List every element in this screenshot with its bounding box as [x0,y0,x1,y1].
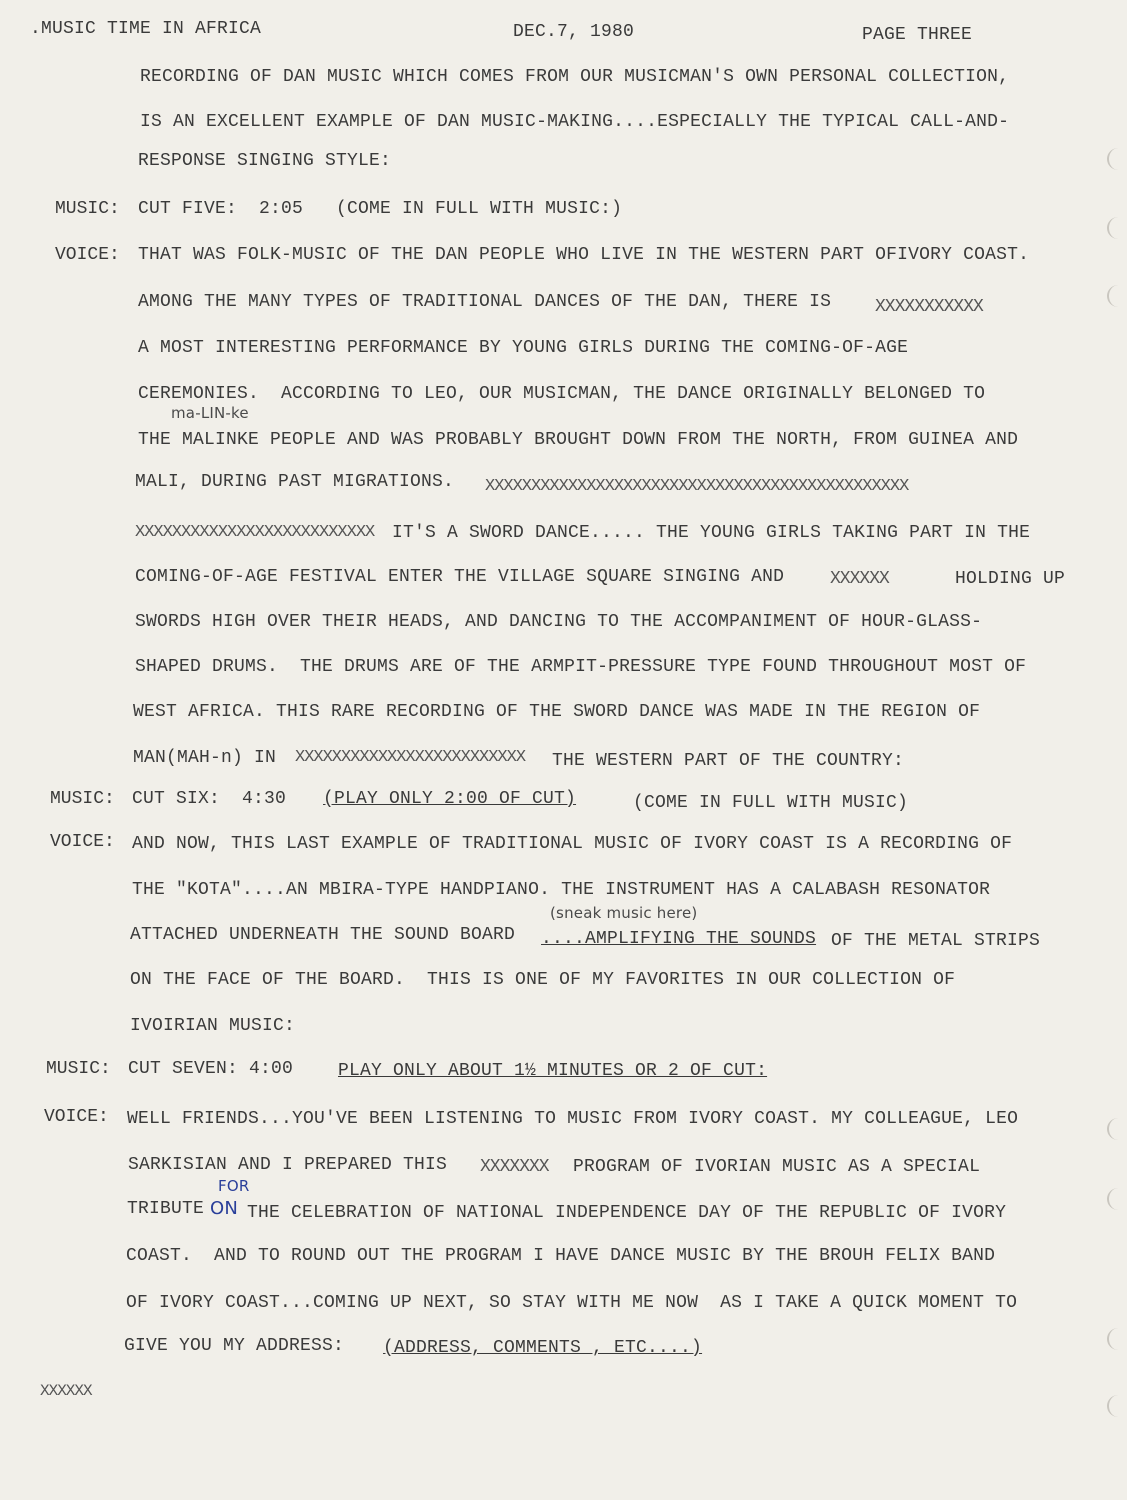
voice-label-3: VOICE: [44,1107,109,1127]
punch-hole [1107,1328,1123,1350]
struck-text: XXXXXXXXXXXXXXXXXXXXXXXXXX [135,523,375,542]
struck-text: XXXXXX [830,569,889,589]
intro-line-1: RECORDING OF DAN MUSIC WHICH COMES FROM OUR MUSICMAN'S OWN PERSONAL COLLECTION, [140,67,1010,87]
voice1-line-3: A MOST INTERESTING PERFORMANCE BY YOUNG GIRLS DURING THE COMING-OF-AGE [138,338,909,358]
struck-text: XXXXXXXXXXX [875,297,983,317]
voice1-line-11: SHAPED DRUMS. THE DRUMS ARE OF THE ARMPIT-PRESSURE TYPE FOUND THROUGHOUT MOST OF [135,657,1027,677]
voice1-line-8: COMING-OF-AGE FESTIVAL ENTER THE VILLAGE SQUARE SINGING AND [135,567,785,587]
struck-text: XXXXXXX [480,1157,549,1177]
punch-hole [1107,148,1123,170]
intro-line-2: IS AN EXCELLENT EXAMPLE OF DAN MUSIC-MAKING....ESPECIALLY THE TYPICAL CALL-AND- [140,112,1010,132]
voice2-line-3: ATTACHED UNDERNEATH THE SOUND BOARD [130,925,516,945]
voice1-line-5: THE MALINKE PEOPLE AND WAS PROBABLY BROUGHT DOWN FROM THE NORTH, FROM GUINEA AND [138,430,1019,450]
struck-text: ON [210,1198,239,1219]
intro-line-3: RESPONSE SINGING STYLE: [138,151,392,171]
punch-hole [1107,1118,1123,1140]
voice2-line-3-tail: OF THE METAL STRIPS [820,931,1041,951]
voice1-line-6: MALI, DURING PAST MIGRATIONS. [135,472,455,492]
voice3-line-3b: THE CELEBRATION OF NATIONAL INDEPENDENCE DAY OF THE REPUBLIC OF IVORY [236,1203,1007,1223]
voice3-line-6-underlined: (ADDRESS, COMMENTS , ETC....) [383,1338,703,1358]
punch-hole [1107,217,1123,239]
struck-text: XXXXXXXXXXXXXXXXXXXXXXXXX [295,748,526,767]
pronunciation-note: ma-LIN-ke [171,404,249,422]
header-series: .MUSIC TIME IN AFRICA [30,19,262,39]
voice1-line-4: CEREMONIES. ACCORDING TO LEO, OUR MUSICMAN, THE DANCE ORIGINALLY BELONGED TO [138,384,986,404]
music-label-3: MUSIC: [46,1059,111,1079]
voice3-line-1: WELL FRIENDS...YOU'VE BEEN LISTENING TO MUSIC FROM IVORY COAST. MY COLLEAGUE, LEO [127,1109,1019,1129]
voice-label-2: VOICE: [50,832,115,852]
music-cue-1: CUT FIVE: 2:05 (COME IN FULL WITH MUSIC:) [138,199,623,219]
music-cue-2: CUT SIX: 4:30 [132,789,287,809]
ink-correction: FOR [218,1177,250,1195]
voice2-line-3-underlined: ....AMPLIFYING THE SOUNDS [541,929,817,949]
voice3-line-2b: PROGRAM OF IVORIAN MUSIC AS A SPECIAL [573,1157,981,1177]
voice1-line-2: AMONG THE MANY TYPES OF TRADITIONAL DANCES OF THE DAN, THERE IS [138,292,832,312]
music-cue-3-instruction: PLAY ONLY ABOUT 1½ MINUTES OR 2 OF CUT: [338,1061,768,1081]
punch-hole [1107,1188,1123,1210]
punch-hole [1107,1395,1123,1417]
voice3-line-4: COAST. AND TO ROUND OUT THE PROGRAM I HAVE DANCE MUSIC BY THE BROUH FELIX BAND [126,1246,996,1266]
music-label-1: MUSIC: [55,199,120,219]
voice3-line-3: TRIBUTE [127,1199,205,1219]
music-label-2: MUSIC: [50,789,115,809]
voice1-line-14: THE WESTERN PART OF THE COUNTRY: [552,751,905,771]
voice1-line-10: SWORDS HIGH OVER THEIR HEADS, AND DANCING TO THE ACCOMPANIMENT OF HOUR-GLASS- [135,612,983,632]
header-date: DEC.7, 1980 [513,22,635,42]
voice1-line-7: IT'S A SWORD DANCE..... THE YOUNG GIRLS TAKING PART IN THE [392,523,1031,543]
voice2-line-1: AND NOW, THIS LAST EXAMPLE OF TRADITIONAL MUSIC OF IVORY COAST IS A RECORDING OF [132,834,1013,854]
music-cue-2-instruction: (PLAY ONLY 2:00 OF CUT) [323,789,577,809]
punch-hole [1107,285,1123,307]
struck-text: XXXXXX [40,1382,92,1400]
struck-text: XXXXXXXXXXXXXXXXXXXXXXXXXXXXXXXXXXXXXXXXXXXXXX [485,477,909,496]
voice1-line-12: WEST AFRICA. THIS RARE RECORDING OF THE SWORD DANCE WAS MADE IN THE REGION OF [133,702,981,722]
voice2-line-4: ON THE FACE OF THE BOARD. THIS IS ONE OF MY FAVORITES IN OUR COLLECTION OF [130,970,956,990]
voice3-line-6: GIVE YOU MY ADDRESS: [124,1336,345,1356]
sneak-music-note: (sneak music here) [550,904,698,922]
voice1-line-1: THAT WAS FOLK-MUSIC OF THE DAN PEOPLE WHO LIVE IN THE WESTERN PART OFIVORY COAST. [138,245,1030,265]
voice1-line-13: MAN(MAH-n) IN [133,748,277,768]
voice-label-1: VOICE: [55,245,120,265]
voice1-line-9: HOLDING UP [955,569,1066,589]
header-page: PAGE THREE [862,25,973,45]
music-cue-2-tail: (COME IN FULL WITH MUSIC) [633,793,909,813]
voice3-line-2: SARKISIAN AND I PREPARED THIS [128,1155,448,1175]
voice3-line-5: OF IVORY COAST...COMING UP NEXT, SO STAY WITH ME NOW AS I TAKE A QUICK MOMENT TO [126,1293,1018,1313]
music-cue-3: CUT SEVEN: 4:00 [128,1059,294,1079]
voice2-line-5: IVOIRIAN MUSIC: [130,1016,296,1036]
voice2-line-2: THE "KOTA"....AN MBIRA-TYPE HANDPIANO. THE INSTRUMENT HAS A CALABASH RESONATOR [132,880,991,900]
